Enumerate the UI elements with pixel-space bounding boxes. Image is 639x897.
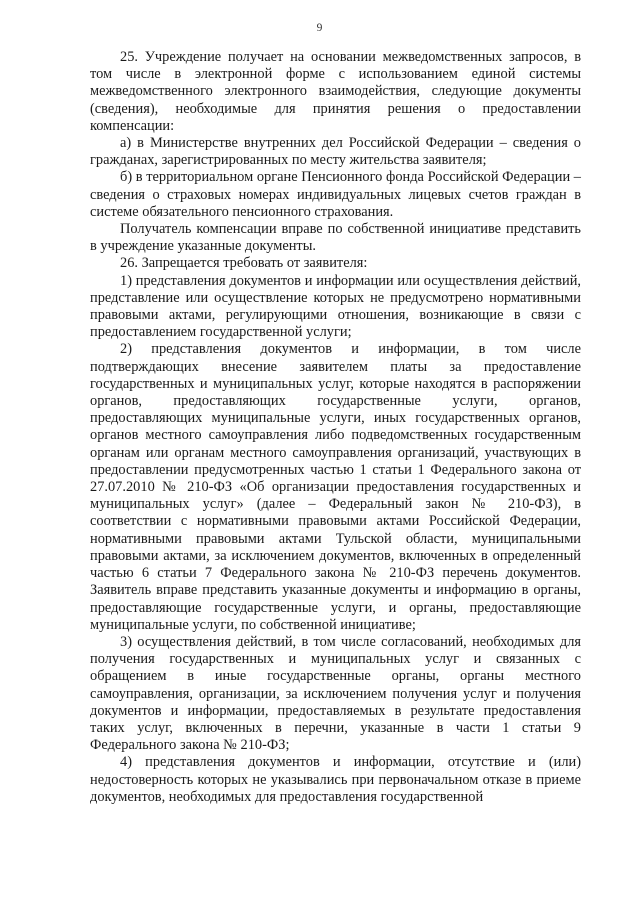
paragraph-25-item-b: б) в территориальном органе Пенсионного фонда Российской Федерации – сведения о страховых номерах индивидуальных лицевых счетов граждан в системе обязательного пенсионного страхования.: [90, 169, 581, 220]
paragraph-25-item-a: а) в Министерстве внутренних дел Российской Федерации – сведения о гражданах, зарегистрированных по месту жительства заявителя;: [90, 135, 581, 169]
paragraph-26-intro: 26. Запрещается требовать от заявителя:: [120, 255, 368, 272]
paragraph-26-item-3: 3) осуществления действий, в том числе согласований, необходимых для получения государственных и муниципальных услуг и связанных с обращением в иные государственные органы, органы местного самоуправления, организации, за исключением получения услуг и получения документов и информации, предоставляемых в результате предоставления таких услуг, включенных в перечни, указанные в части 1 статьи 9 Федерального закона № 210-ФЗ;: [90, 633, 581, 754]
paragraph-25-intro: 25. Учреждение получает на основании межведомственных запросов, в том числе в электронной форме с использованием единой системы межведомственного электронного взаимодействия, следующие документы (сведения), необходимые для принятия решения о предоставлении компенсации:: [90, 49, 581, 134]
paragraph-25-note: Получатель компенсации вправе по собственной инициативе представить в учреждение указанные документы.: [90, 221, 581, 255]
paragraph-26-item-2: 2) представления документов и информации, в том числе подтверждающих внесение заявителем платы за предоставление государственных и муниципальных услуг, которые находятся в распоряжении органов, предоставляющих государственные услуги, органов, предоставляющих муниципальные услуги, иных государственных органов, органов местного самоуправления либо подведомственных государственным органам или органам местного самоуправления организаций, участвующих в предоставлении предусмотренных частью 1 статьи 1 Федерального закона от 27.07.2010 № 210-ФЗ «Об организации предоставления государственных и муниципальных услуг» (далее – Федеральный закон № 210-ФЗ), в соответствии с нормативными правовыми актами Российской Федерации, нормативными правовыми актами Тульской области, муниципальными правовыми актами, за исключением документов, включенных в определенный частью 6 статьи 7 Федерального закона № 210-ФЗ перечень документов. Заявитель вправе представить указанные документы и информацию в органы, предоставляющие государственные услуги, и органы, предоставляющие муниципальные услуги, по собственной инициативе;: [90, 341, 581, 633]
document-body: [90, 49, 581, 806]
paragraph-26-item-1: 1) представления документов и информации или осуществления действий, представление или осуществление которых не предусмотрено нормативными правовыми актами, регулирующими отношения, возникающие в связи с предоставлением государственной услуги;: [90, 272, 581, 341]
page-number: 9: [316, 22, 323, 34]
paragraph-26-item-4: 4) представления документов и информации, отсутствие и (или) недостоверность которых не указывались при первоначальном отказе в приеме документов, необходимых для предоставления государственной: [90, 754, 581, 805]
